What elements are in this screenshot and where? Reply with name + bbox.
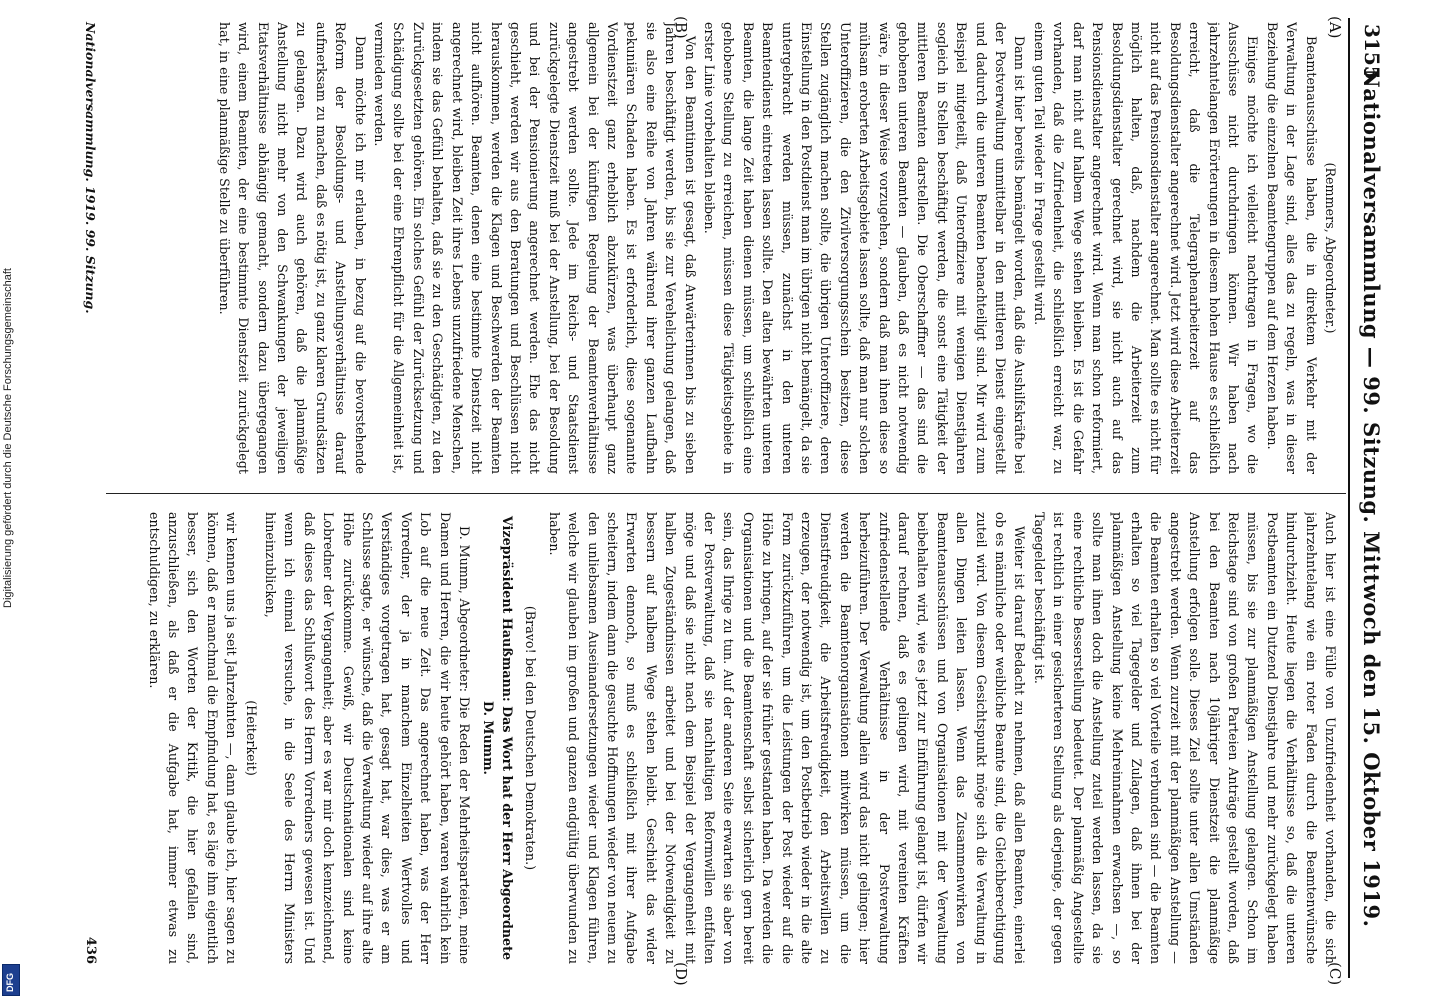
column-divider [106, 493, 1346, 494]
footer-page-number: 436 [83, 936, 98, 964]
margin-mark-b: (B) [672, 16, 690, 39]
footer-session: Nationalversammlung. 1919. 99. Sitzung. [83, 22, 98, 314]
paragraph: Dann ist hier bereits bemängelt worden, daß die Aushilfskräfte bei der Postverwaltung unmittelbar in den mittleren Dienst eingestellt und dadurch die unteren Beamten benachteiligt sind. Mir wird zum Beispiel mitgeteilt, daß Unteroffiziere mit wenigen Dienstjahren sogleich in Stellen beschäftigt werden, die sonst eine Tätigkeit der mittleren Beamten darstellen. Die Oberschaffner — das sind die gehobenen unteren Beamten — glauben, daß es nicht notwendig wäre, in dieser Weise vorzugehen, sondern daß man ihnen diese so mühsam eroberten Arbeitsgebiete lassen sollte, daß man nur solchen Unteroffizieren, die den Zivilversorgungsschein besitzen, diese Stellen zugänglich machen sollte, die übrigen Unteroffiziere, deren Einstellung in den Postdienst man im übrigen nicht bemängelt, da sie untergebracht werden müssen, zunächst in den unteren Beamtendienst eintreten lassen sollte. Den alten bewährten unteren Beamten, die lange Zeit haben dienen müssen, um schließlich eine gehobene Stellung zu erreichen, müssen diese Tätigkeitsgebiete in erster Linie vorbehalten bleiben. [702, 22, 1028, 474]
dfg-logo-text: DFG [5, 973, 15, 992]
dfg-credit-text: Digitalisierung gefördert durch die Deutsche Forschungsgemeinschaft [2, 268, 14, 608]
rotated-page-content [50, 16, 1390, 986]
applause-note: (Bravo! bei den Deutschen Demokraten.) [523, 605, 539, 871]
laughter-note: (Heiterkeit) [243, 700, 259, 776]
left-column [105, 22, 1340, 474]
vice-president-line: Vizepräsident Haußmann: Das Wort hat der Herr Abgeordnete D. Mumm. [480, 515, 515, 961]
right-column [105, 512, 1340, 964]
paragraph: D. Mumm, Abgeordneter: Die Reden der Mehrheitsparteien, meine Damen und Herren, die wir heute gehört haben, waren wahrlich kein Lob auf die neue Zeit. Das angerechnet haben, was der Herr Vorredner, der ja in manchem Einzelheiten Wertvolles und Verständiges vorgetragen hat, gesagt hat, war dies, was er am Schlusse sagte, er wünsche, daß die Verwaltung wieder auf ihre alte Höhe zurückkomme. Gewiß, wir Deutschnationalen sind keine Lobredner der Vergangenheit; aber es war mir doch kennzeichnend, daß dieses das Schlußwort des Herrn Vorredners gewesen ist. Und wenn ich einmal versuche, in die Seele des Herrn Ministers hineinzublicken, [263, 512, 473, 964]
margin-mark-d: (D) [672, 962, 690, 986]
page-title: Nationalversammlung — 99. Sitzung. Mittwoch den 15. Oktober 1919. [1359, 68, 1384, 928]
page-number: 3155 [1360, 24, 1384, 80]
paragraph: Von den Beamtinnen ist gesagt, daß Anwärterinnen bis zu sieben Jahren beschäftigt werden, bis sie zur Verehelichung gelangen, daß sie also eine Reihe von Jahren während ihrer ganzen Laufbahn pekuniären Schaden haben. Es ist erforderlich, diese sogenannte Vordienstzeit ganz erheblich abzukürzen, was überhaupt ganz allgemein bei der künftigen Regelung der Beamtenverhältnisse angestrebt werden sollte. Jede im Reichs- und Staatsdienst zurückgelegte Dienstzeit muß bei der Anstellung, bei der Besoldung und bei der Pensionierung angerechnet werden. Ehe das nicht geschieht, werden wir aus den Beratungen und Beschlüssen nicht herauskommen, werden die Klagen und Beschwerden der Beamten nicht aufhören. Beamten, denen eine bestimmte Dienstzeit nicht angerechnet wird, bleiben Zeit ihres Lebens unzufriedene Menschen, indem sie das Gefühl behalten, daß sie zu den Geschädigten, zu den Zurückgesetzten gehören. Ein solches Gefühl der Zurücksetzung und Schädigung sollte bei der eine Ehrenpflicht für die Allgemeinheit ist, vermieden werden. [372, 22, 698, 474]
paragraph: wir kennen uns ja seit Jahrzehnten —, dann glaube ich, hier sagen zu können, daß er manchmal die Empfindung hat, es läge ihm eigentlich besser, sich den Worten der Kritik, die hier gefallen sind, anzuschließen, als daß er die Aufgabe hat, immer etwas zu entschuldigen, zu erklären. [146, 512, 240, 964]
page-header [1348, 18, 1390, 978]
paragraph: Weiter ist darauf Bedacht zu nehmen, daß allen Beamten, einerlei ob es männliche oder weibliche Beamte sind, die Gleichberechtigung zuteil wird. Von diesem Gesichtspunkt möge sich die Verwaltung in allen Dingen leiten lassen. Wenn das Zusammenwirken von Beamtenausschüssen und von Organisationen mit der Verwaltung beibehalten wird, wie es jetzt zur Einführung gelangt ist, dürfen wir darauf rechnen, daß es gelingen wird, mit vereinten Kräften zufriedenstellende Verhältnisse in der Postverwaltung herbeizuführen. Der Verwaltung allein wird das nicht gelingen; hier werden die Beamtenorganisationen mitwirken müssen, um die Dienstfreudigkeit, die Arbeitsfreudigkeit, den Arbeitswillen zu erzeugen, der notwendig ist, um den Postbetrieb wieder in die alte Form zurückzuführen, um die Leistungen der Post wieder auf die Höhe zu bringen, auf der sie früher gestanden haben. Da werden die Organisationen und die Beamtenschaft selbst sicherlich gern bereit sein, das Ihrige zu tun. Auf der anderen Seite erwarten sie aber von der Postverwaltung, daß sie nachhaltigen Reformwillen entfalten möge und daß sie nicht nach dem Beispiel der Vergangenheit mit halben Zugeständnissen arbeitet und bei der Notwendigkeit zu bessern auf halbem Wege stehen bleibt. Geschieht das wider Erwarten dennoch, so muß es schließlich mit ihrer Aufgabe scheitern, indem dann die gesuchte Hoffnungen wieder von neuem zu den unliebsamen Auseinandersetzungen wieder und Klagen führen, welche wir glauben im großen und ganzen endgültig überwunden zu haben. [546, 512, 1028, 964]
margin-mark-a: (A) [1326, 16, 1344, 39]
paragraph: Beamtenausschüsse haben, die in direktem Verkehr mit der Verwaltung in der Lage sind, alles das zu regeln, was in dieser Beziehung die einzelnen Beamtengruppen auf dem Herzen haben. [1264, 22, 1319, 474]
paragraph: Auch hier ist eine Fülle von Unzufriedenheit vorhanden, die sich jahrzehntelang wie ein roter Faden durch die Beamtenwünsche hindurchzieht. Heute liegen die Verhältnisse so, daß die unteren Postbeamten ein Dutzend Dienstjahre und mehr zurückgelegt haben müssen, bis sie zur planmäßigen Anstellung gelangen. Schon im Reichstage sind von großen Parteien Anträge gestellt worden, daß bei den Beamten nach 10jähriger Dienstzeit die planmäßige Anstellung erfolgen solle. Dieses Ziel sollte unter allen Umständen angestrebt werden. Wenn zurzeit mit der planmäßigen Anstellung — die Beamten erhalten so viel Vorteile verbunden sind — die Beamten erhalten so viel Tagegelder und Zulagen, daß ihnen bei der planmäßigen Anstellung keine Mehreinnahmen erwachsen —, so sollte man ihnen doch die Anstellung zuteil werden lassen, da sie eine rechtliche Besserstellung bedeutet. Der planmäßig Angestellte ist rechtlich in einer gesicherteren Stellung als derjenige, der gegen Tagegelder beschäftigt ist. [1031, 512, 1338, 964]
speaker-line: (Remmers, Abgeordneter.) [1323, 162, 1338, 334]
paragraph: Dann möchte ich mir erlauben, in bezug auf die bevorstehende Reform der Besoldungs- und Anstellungsverhältnisse darauf aufmerksam zu machen, daß es nötig ist, zu ganz klaren Grundsätzen zu gelangen. Dazu wird auch gehören, daß die planmäßige Anstellung nicht mehr von den Schwankungen der jeweiligen Etatsverhältnisse abhängig gemacht, sondern dazu übergegangen wird, einem Beamten, der eine bestimmte Dienstzeit zurückgelegt hat, in eine planmäßige Stelle zu überführen. [216, 22, 368, 474]
margin-mark-c: (C) [1326, 962, 1344, 986]
paragraph: Einiges möchte ich vielleicht nachtragen in Fragen, wo die Ausschüsse nicht durchdringen können. Wir haben nach jahrzehntelangen Erörterungen in diesem hohen Hause es schließlich erreicht, daß die Telegraphenarbeiterzeit auf das Besoldungsdienstalter angerechnet wird. Jetzt wird diese Arbeiterzeit nicht auf das Pensionsdienstalter angerechnet. Man sollte es nicht für möglich halten, daß, nachdem die Arbeiterzeit zum Besoldungsdienstalter gerechnet wird, sie nicht auch auf das Pensionsdienstalter angerechnet wird. Wenn man schon reformiert, darf man nicht auf halbem Wege stehen bleiben. Es ist die Gefahr vorhanden, daß die Zufriedenheit, die schließlich erreicht war, zu einem guten Teil wieder in Frage gestellt wird. [1031, 22, 1261, 474]
